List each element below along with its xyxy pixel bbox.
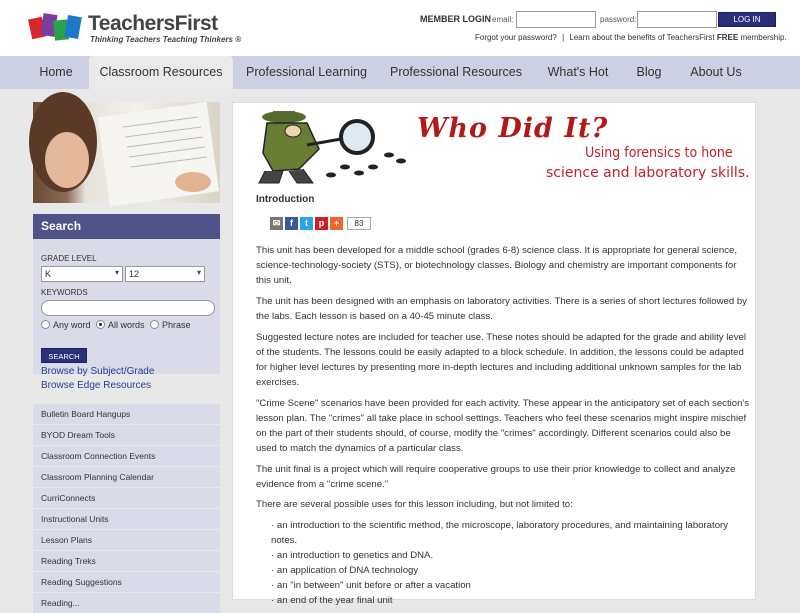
browse-edge-link[interactable]: Browse Edge Resources bbox=[41, 380, 152, 391]
radio-circle-icon bbox=[41, 320, 50, 329]
radio-any-word[interactable] bbox=[41, 320, 91, 330]
intro-paragraph: There are several possible uses for this lesson including, but not limited to: bbox=[256, 499, 573, 510]
side-menu bbox=[33, 404, 220, 608]
grade-to-select[interactable] bbox=[125, 266, 205, 282]
nav-professional-resources[interactable]: Professional Resources bbox=[389, 65, 522, 79]
grade-level-label: GRADE LEVEL bbox=[41, 254, 97, 263]
side-item-curriconnects[interactable]: CurriConnects bbox=[33, 488, 220, 508]
site-header bbox=[0, 0, 800, 56]
main-content bbox=[232, 102, 756, 606]
radio-phrase-label: Phrase bbox=[162, 320, 191, 330]
email-field[interactable] bbox=[516, 11, 596, 28]
nav-professional-learning[interactable]: Professional Learning bbox=[246, 65, 367, 79]
facebook-icon[interactable]: f bbox=[285, 217, 298, 230]
puzzle-logo-icon bbox=[28, 10, 84, 48]
more-share-icon[interactable]: + bbox=[330, 217, 343, 230]
grade-from-value: K bbox=[45, 269, 52, 279]
grade-to-value: 12 bbox=[129, 269, 140, 279]
search-title: Search bbox=[33, 214, 220, 239]
nav-home[interactable]: Home bbox=[39, 65, 73, 79]
email-share-icon[interactable]: ✉ bbox=[270, 217, 283, 230]
list-item: · an introduction to genetics and DNA. bbox=[271, 550, 434, 561]
main-nav bbox=[0, 56, 800, 89]
list-item: · an introduction to the scientific method, the microscope, laboratory procedures, and maintaining laboratory notes. bbox=[271, 520, 729, 546]
side-item-classroom-connection[interactable]: Classroom Connection Events bbox=[33, 446, 220, 466]
side-item-bulletin-board[interactable]: Bulletin Board Hangups bbox=[33, 404, 220, 424]
forgot-password-link[interactable]: Forgot your password? bbox=[475, 33, 557, 42]
side-item-byod[interactable]: BYOD Dream Tools bbox=[33, 425, 220, 445]
list-item: · an end of the year final unit bbox=[271, 595, 393, 606]
intro-paragraph: "Crime Scene" scenarios have been provided for each activity. These appear in the anticipatory set of each section's lesson plan. The "crimes" all take place in school settings. Teachers who feel these scenarios might inspire mischief on the part of their students should, of course, modify the "crimes" accordingly. Different scenarios could also be used to match the dynamics of a particular class. bbox=[256, 398, 750, 454]
chevron-down-icon: ▾ bbox=[114, 268, 119, 277]
keywords-label: KEYWORDS bbox=[41, 288, 88, 297]
logo-text: TeachersFirst bbox=[88, 12, 218, 35]
password-label: password: bbox=[600, 15, 637, 24]
intro-paragraph: The unit has been designed with an emphasis on laboratory activities. There is a series of short lectures followed by the labs. Each lesson is based on a 40-45 minute class. bbox=[256, 296, 747, 322]
intro-paragraph: This unit has been developed for a middle school (grades 6-8) science class. It is appropriate for general science, science-technology-society (STS), or biotechnology classes. Biology and chemistry are important components for this unit. bbox=[256, 245, 738, 286]
section-heading: Introduction bbox=[256, 194, 315, 205]
side-item-planning-calendar[interactable]: Classroom Planning Calendar bbox=[33, 467, 220, 487]
banner-subtitle-line1: Using forensics to hone bbox=[585, 145, 733, 161]
nav-blog[interactable]: Blog bbox=[636, 65, 662, 79]
side-item-instructional-units[interactable]: Instructional Units bbox=[33, 509, 220, 529]
banner-title: Who Did It? bbox=[417, 113, 609, 144]
radio-phrase[interactable] bbox=[150, 320, 191, 330]
member-login-label: MEMBER LOGIN bbox=[420, 14, 491, 24]
sidebar-photo bbox=[33, 102, 220, 203]
site-logo[interactable] bbox=[28, 8, 242, 48]
radio-circle-icon bbox=[150, 320, 159, 329]
intro-paragraph: Suggested lecture notes are included for teacher use. These notes should be adapted for the grade and ability level of the students. The lessons could be easily adapted to a block schedule. In addition, the lessons could be adapted for higher level lectures by presenting more in-depth lectures and including additional unknown samples for the lab exercises. bbox=[256, 332, 746, 388]
password-field[interactable] bbox=[637, 11, 717, 28]
logo-tagline: Thinking Teachers Teaching Thinkers ® bbox=[90, 35, 242, 44]
search-button[interactable]: SEARCH bbox=[41, 348, 87, 363]
search-panel bbox=[33, 214, 220, 377]
link-separator: | bbox=[562, 33, 565, 42]
login-button[interactable]: LOG IN bbox=[718, 12, 776, 27]
radio-circle-selected-icon bbox=[96, 320, 105, 329]
nav-classroom-resources[interactable]: Classroom Resources bbox=[89, 56, 233, 89]
side-item-reading-suggestions[interactable]: Reading Suggestions bbox=[33, 572, 220, 592]
login-links bbox=[475, 33, 787, 42]
list-item: · an "in between" unit before or after a vacation bbox=[271, 580, 471, 591]
radio-all-label: All words bbox=[108, 320, 145, 330]
unit-banner bbox=[249, 109, 753, 187]
student-writing-image bbox=[33, 102, 220, 203]
email-label: email: bbox=[492, 15, 514, 24]
grade-from-select[interactable] bbox=[41, 266, 123, 282]
twitter-icon[interactable]: t bbox=[300, 217, 313, 230]
radio-any-label: Any word bbox=[53, 320, 91, 330]
intro-paragraph: The unit final is a project which will require cooperative groups to use their prior knowledge to collect and analyze evidence from a "crime scene." bbox=[256, 464, 736, 490]
learn-more-suffix: membership. bbox=[740, 33, 787, 42]
side-item-more[interactable]: Reading... bbox=[33, 593, 220, 613]
share-count: 83 bbox=[347, 217, 371, 230]
browse-subject-link[interactable]: Browse by Subject/Grade bbox=[41, 366, 155, 377]
learn-more-prefix: Learn about the benefits of TeachersFirst bbox=[569, 33, 715, 42]
keywords-input[interactable] bbox=[41, 300, 215, 316]
chevron-down-icon: ▾ bbox=[196, 268, 201, 277]
pinterest-icon[interactable]: p bbox=[315, 217, 328, 230]
learn-more-link[interactable] bbox=[569, 33, 786, 42]
banner-subtitle-line2: science and laboratory skills. bbox=[546, 165, 750, 181]
side-item-lesson-plans[interactable]: Lesson Plans bbox=[33, 530, 220, 550]
detective-magnifier-illustration bbox=[249, 109, 419, 187]
nav-whats-hot[interactable]: What's Hot bbox=[547, 65, 609, 79]
list-item: · an application of DNA technology bbox=[271, 565, 419, 576]
radio-all-words[interactable] bbox=[96, 320, 145, 330]
learn-more-free: FREE bbox=[716, 33, 739, 42]
side-item-reading-treks[interactable]: Reading Treks bbox=[33, 551, 220, 571]
nav-about-us[interactable]: About Us bbox=[690, 65, 742, 79]
